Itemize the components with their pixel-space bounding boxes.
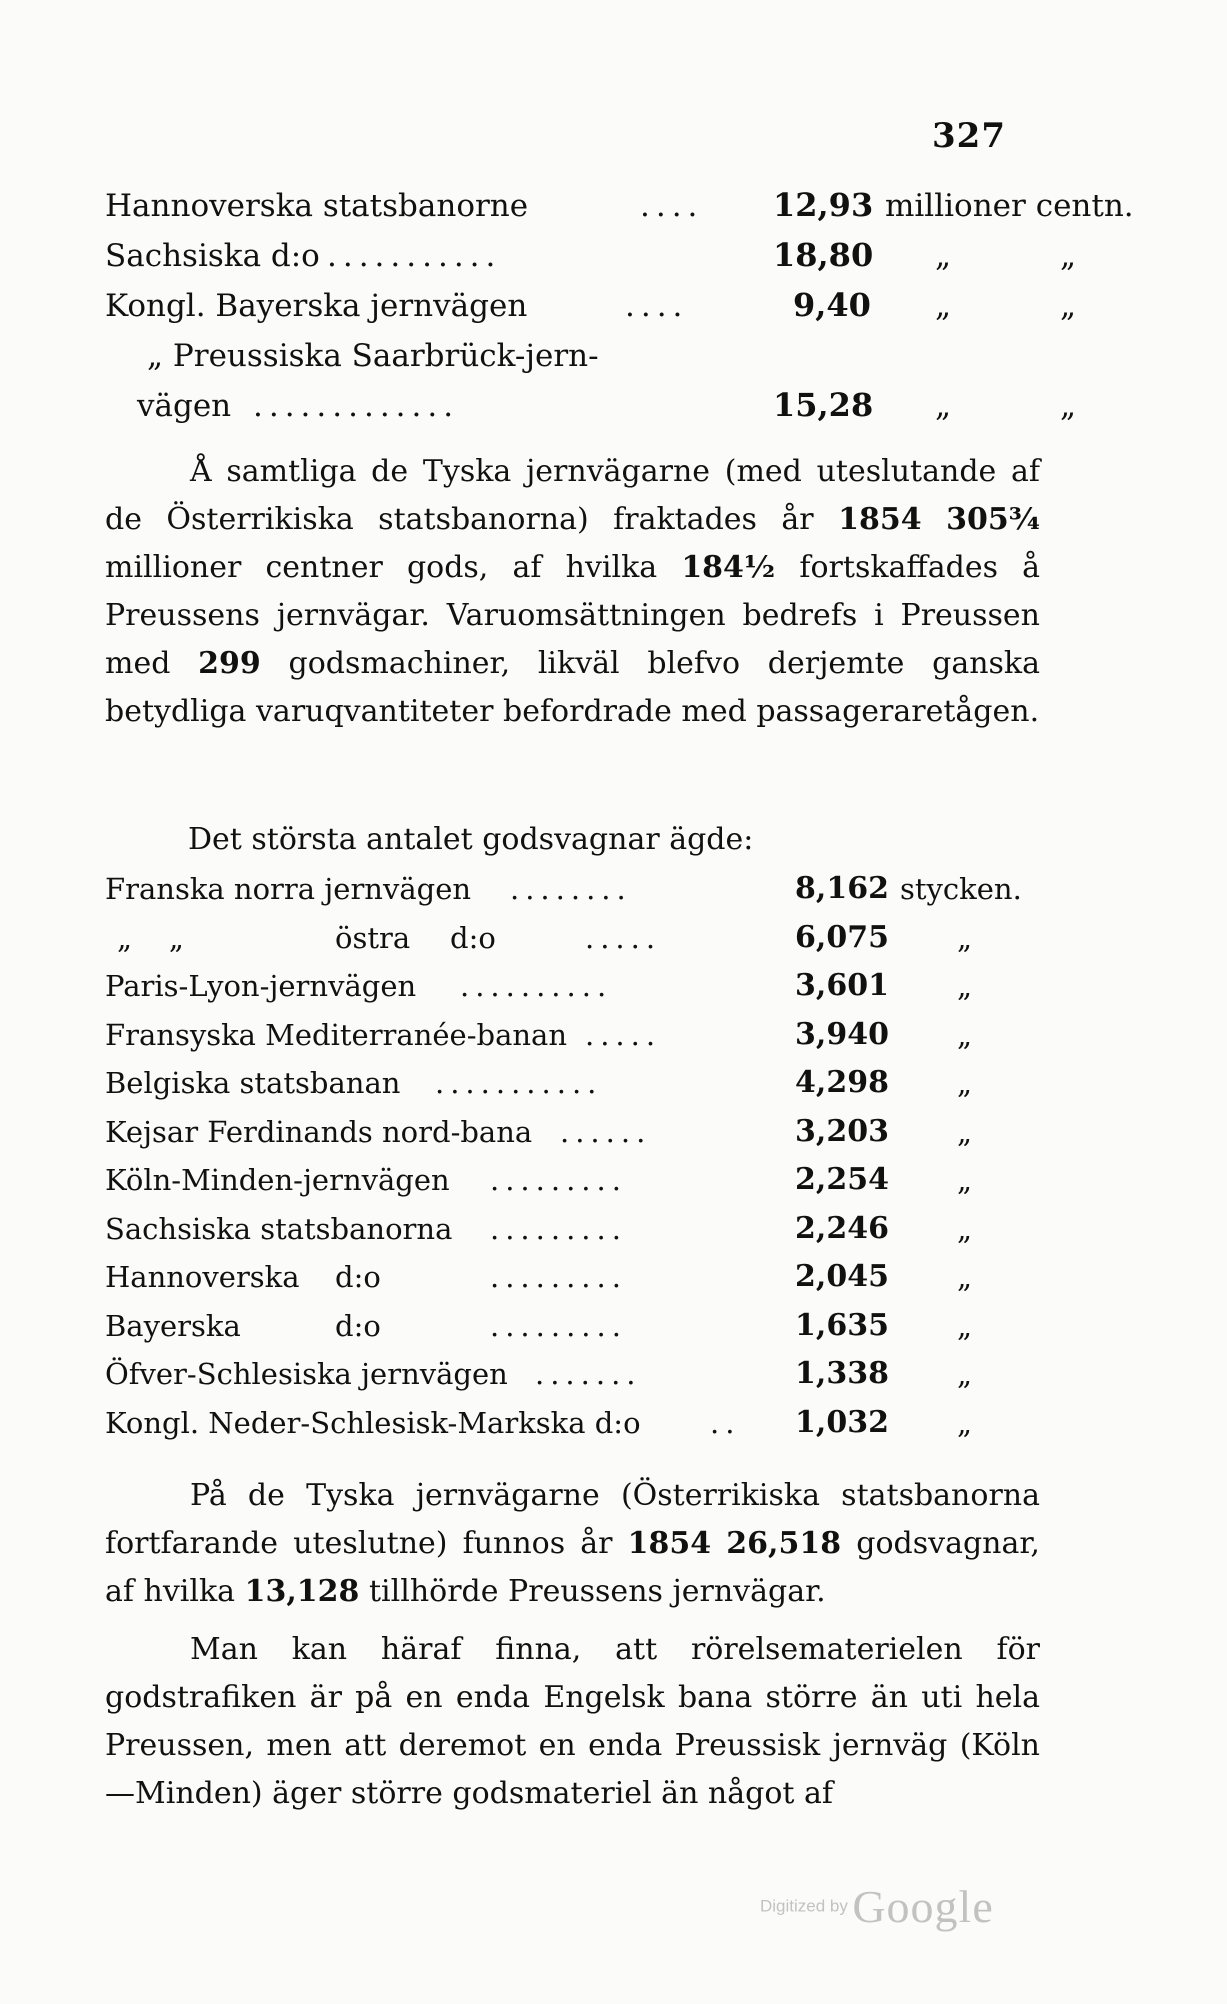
ditto-mark: „ (935, 388, 952, 424)
row-unit: „ (957, 920, 973, 955)
row-unit: „ (957, 1260, 973, 1294)
row-value: 15,28 (773, 386, 874, 424)
row-name: vägen (137, 388, 232, 424)
row-subname: d:o (335, 1308, 381, 1343)
table-row (105, 282, 1077, 332)
leader-dots: .... (625, 288, 689, 324)
row-unit: „ (957, 1017, 973, 1052)
leader-dots: ...... (560, 1114, 652, 1149)
table-row (105, 1111, 1045, 1160)
table-row (105, 965, 1045, 1014)
row-unit: stycken. (900, 872, 1022, 906)
row-value: 1,338 (795, 1356, 889, 1391)
section-heading: Det största antalet godsvagnar ägde: (188, 822, 754, 857)
year-value: 1854 (838, 502, 922, 537)
table-row (105, 232, 1077, 282)
total-wagons: 26,518 (726, 1526, 842, 1561)
table-row (105, 1062, 1045, 1111)
table-row (105, 1353, 1045, 1402)
row-value: 18,80 (773, 236, 874, 274)
table-row (105, 1014, 1045, 1063)
row-name: Kongl. Neder-Schlesisk-Markska d:o (105, 1405, 641, 1440)
row-unit: „ (957, 1405, 973, 1440)
row-name: Köln-Minden-jernvägen (105, 1163, 450, 1197)
watermark-prefix: Digitized by (760, 1896, 848, 1916)
leader-dots: ......... (490, 1308, 627, 1343)
text-segment: godsmachiner, likväl blefvo derjemte ganska betydliga varuqvantiteter befordrade med passageraretågen. (105, 646, 1040, 729)
row-name: Öfver-Schlesiska jernvägen (105, 1357, 508, 1391)
row-unit: millioner centn. (885, 188, 1134, 224)
text-segment: tillhörde Preussens jernvägar. (368, 1574, 826, 1609)
table-row (105, 1402, 1045, 1451)
row-name: Kongl. Bayerska jernvägen (105, 288, 528, 324)
row-value: 2,254 (795, 1162, 889, 1197)
row-name: Fransyska Mediterranée-banan (105, 1017, 568, 1052)
table-row (105, 1208, 1045, 1257)
table-row (105, 917, 1045, 966)
ditto-mark: „ (1060, 388, 1077, 424)
table-row (105, 1256, 1045, 1305)
row-unit: „ (957, 1114, 973, 1149)
leader-dots: ..... (585, 1017, 662, 1052)
row-value: 3,601 (795, 968, 889, 1003)
paragraph-freight (105, 448, 1040, 736)
freight-statistics-table (105, 182, 1134, 432)
leader-dots: ........... (327, 238, 502, 274)
row-value: 2,045 (795, 1259, 889, 1294)
row-name: Belgiska statsbanan (105, 1066, 401, 1100)
row-value: 1,635 (795, 1307, 889, 1343)
row-name: Paris-Lyon-jernvägen (105, 969, 417, 1003)
leader-dots: ........ (510, 872, 632, 906)
row-unit: „ (957, 969, 973, 1003)
table-row (105, 182, 1134, 232)
row-name: Kejsar Ferdinands nord-bana (105, 1114, 533, 1149)
leader-dots: .......... (460, 969, 613, 1003)
leader-dots: .. (710, 1405, 741, 1440)
leader-dots: ..... (585, 920, 662, 955)
row-value: 6,075 (795, 919, 889, 955)
row-name: Sachsiska statsbanorna (105, 1211, 453, 1246)
ditto-mark: „ (1060, 288, 1077, 324)
row-value: 12,93 (773, 186, 874, 224)
leader-dots: ........... (435, 1066, 603, 1100)
row-unit: „ (957, 1211, 973, 1246)
digitized-watermark (760, 1880, 994, 1933)
ditto-mark: „ (935, 288, 952, 324)
row-unit: „ (957, 1357, 973, 1391)
total-amount: 305¾ (946, 502, 1040, 537)
text-segment: fortskaffades å Preussens jernvägar. Varuomsättningen bedrefs i Preussen med (105, 550, 1040, 681)
leader-dots: ............. (253, 388, 460, 424)
row-value: 3,203 (795, 1113, 889, 1149)
leader-dots: ......... (490, 1163, 627, 1197)
google-logo: Google (852, 1881, 994, 1932)
row-value: 3,940 (795, 1016, 889, 1052)
freight-wagon-table (105, 868, 1045, 1450)
leader-dots: .... (640, 188, 704, 224)
leader-dots: ......... (490, 1260, 627, 1294)
row-value: 4,298 (795, 1065, 889, 1100)
table-row (105, 332, 1045, 382)
ditto-mark: „ (935, 238, 952, 274)
machines-count: 299 (198, 646, 261, 681)
table-row (105, 1305, 1045, 1354)
leader-dots: ....... (535, 1357, 642, 1391)
row-name: „ „ (117, 920, 184, 955)
row-name: „ Preussiska Saarbrück-jern- (147, 338, 599, 374)
ditto-mark: „ (1060, 238, 1077, 274)
row-name: Hannoverska statsbanorne (105, 188, 529, 224)
row-subname: d:o (450, 920, 496, 955)
row-name: Franska norra jernvägen (105, 872, 472, 906)
table-row (105, 1159, 1045, 1208)
row-unit: „ (957, 1163, 973, 1197)
row-name: Bayerska (105, 1308, 241, 1343)
prussia-wagons: 13,128 (244, 1574, 360, 1609)
table-row (105, 868, 1045, 917)
row-value: 9,40 (793, 286, 871, 324)
row-name: Sachsiska d:o (105, 238, 320, 274)
row-subname: d:o (335, 1260, 381, 1294)
paragraph-comparison: Man kan häraf finna, att rörelsematerielen för godstrafiken är på en enda Engelsk bana större än uti hela Preussen, men att deremot en enda Preussisk jernväg (Köln—Minden) äger större godsmateriel än något af (105, 1632, 1040, 1811)
leader-dots: ......... (490, 1211, 627, 1246)
text-segment: godsvagnar, af hvilka (105, 1526, 1040, 1609)
row-value: 1,032 (795, 1404, 889, 1440)
year-value: 1854 (627, 1526, 712, 1561)
text-segment: millioner centner gods, af hvilka (105, 550, 658, 585)
page-number: 327 (932, 116, 1006, 156)
row-name: Hannoverska (105, 1260, 300, 1294)
row-value: 2,246 (795, 1210, 889, 1246)
table-row (105, 382, 1077, 432)
prussia-amount: 184½ (681, 550, 776, 585)
paragraph-wagons (105, 1472, 1040, 1616)
row-unit: „ (957, 1308, 973, 1343)
row-value: 8,162 (795, 871, 889, 906)
row-unit: „ (957, 1066, 973, 1100)
text-segment: Å samtliga de Tyska jernvägarne (med uteslutande af de Österrikiska statsbanorna) fraktades år (105, 454, 1040, 537)
text-segment: På de Tyska jernvägarne (Österrikiska statsbanorna fortfarande uteslutne) funnos år (105, 1478, 1040, 1561)
row-subname: östra (335, 920, 411, 955)
